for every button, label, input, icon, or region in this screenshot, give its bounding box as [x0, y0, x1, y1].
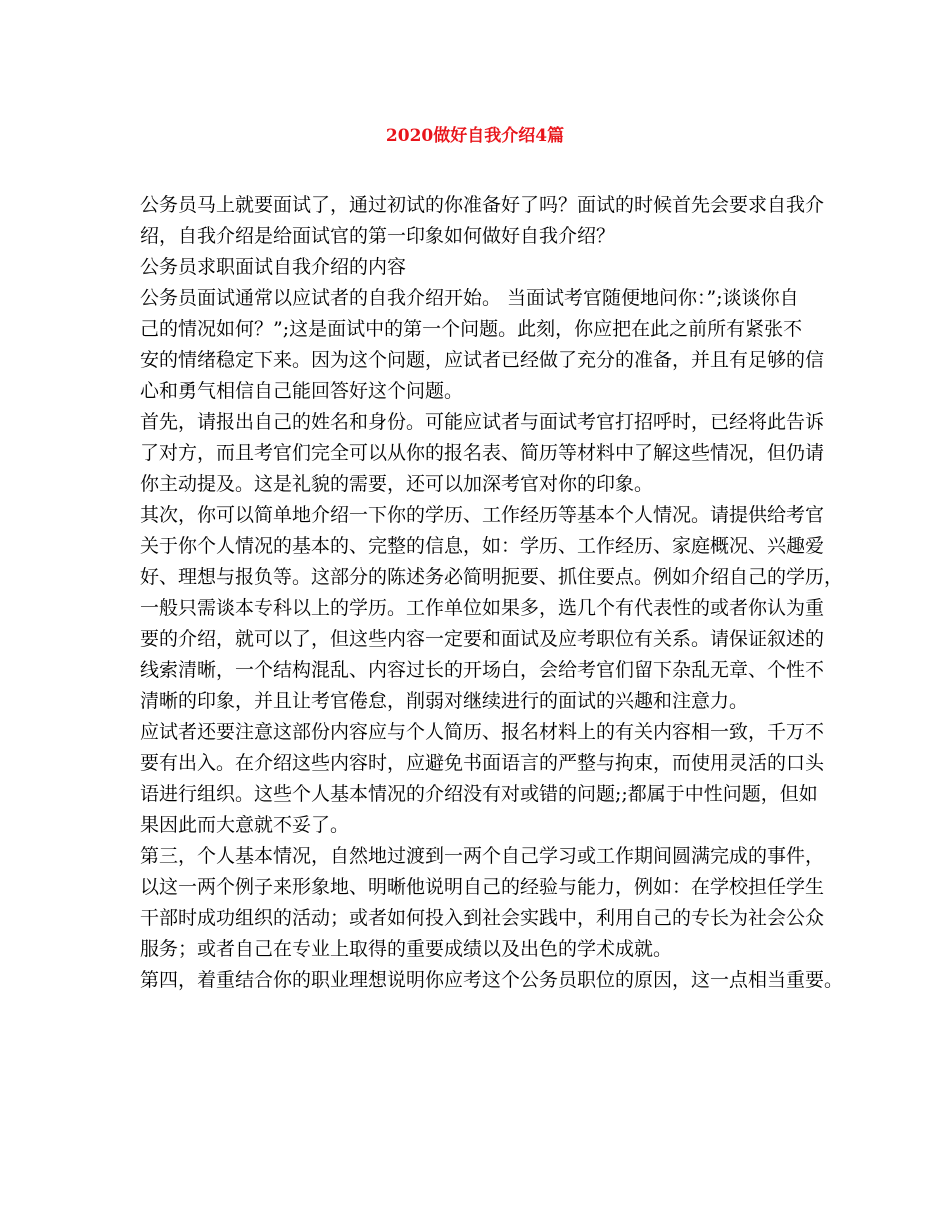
text-line: 首先，请报出自己的姓名和身份。可能应试者与面试考官打招呼时，已经将此告诉: [140, 411, 825, 433]
text-line: 关于你个人情况的基本的、完整的信息，如：学历、工作经历、家庭概况、兴趣爱: [140, 535, 825, 557]
text-line: 己的情况如何？”;这是面试中的第一个问题。此刻，你应把在此之前所有紧张不: [140, 318, 803, 340]
text-line: 其次，你可以简单地介绍一下你的学历、工作经历等基本个人情况。请提供给考官: [140, 504, 825, 526]
text-line: 绍，自我介绍是给面试官的第一印象如何做好自我介绍？: [140, 225, 616, 247]
text-line: 公务员面试通常以应试者的自我介绍开始。 当面试考官随便地问你：”;谈谈你自: [140, 287, 799, 309]
document-body: [140, 190, 844, 996]
text-line: 服务；或者自己在专业上取得的重要成绩以及出色的学术成就。: [140, 938, 673, 960]
text-line: 了对方，而且考官们完全可以从你的报名表、简历等材料中了解这些情况，但仍请: [140, 442, 825, 464]
text-line: 果因此而大意就不妥了。: [140, 814, 350, 836]
text-line: 好、理想与报负等。这部分的陈述务必简明扼要、抓住要点。例如介绍自己的学历，: [140, 566, 844, 588]
text-line: 应试者还要注意这部份内容应与个人简历、报名材料上的有关内容相一致，千万不: [140, 721, 825, 743]
text-line: 干部时成功组织的活动；或者如何投入到社会实践中，利用自己的专长为社会公众: [140, 907, 825, 929]
text-line: 以这一两个例子来形象地、明晰他说明自己的经验与能力，例如：在学校担任学生: [140, 876, 825, 898]
text-line: 要有出入。在介绍这些内容时，应避免书面语言的严整与拘束，而使用灵活的口头: [140, 752, 825, 774]
text-line: 要的介绍，就可以了，但这些内容一定要和面试及应考职位有关系。请保证叙述的: [140, 628, 825, 650]
text-line: 一般只需谈本专科以上的学历。工作单位如果多，选几个有代表性的或者你认为重: [140, 597, 825, 619]
text-line: 公务员马上就要面试了，通过初试的你准备好了吗？面试的时候首先会要求自我介: [140, 194, 825, 216]
text-line: 线索清晰，一个结构混乱、内容过长的开场白，会给考官们留下杂乱无章、个性不: [140, 659, 825, 681]
document-title: 2020做好自我介绍4篇: [385, 126, 565, 146]
text-line: 安的情绪稳定下来。因为这个问题，应试者已经做了充分的准备，并且有足够的信: [140, 349, 825, 371]
text-line: 清晰的印象，并且让考官倦怠，削弱对继续进行的面试的兴趣和注意力。: [140, 690, 749, 712]
text-line: 公务员求职面试自我介绍的内容: [140, 256, 407, 278]
text-line: 心和勇气相信自己能回答好这个问题。: [140, 380, 464, 402]
text-line: 第三，个人基本情况，自然地过渡到一两个自己学习或工作期间圆满完成的事件，: [140, 845, 825, 867]
text-line: 你主动提及。这是礼貌的需要，还可以加深考官对你的印象。: [140, 473, 654, 495]
text-line: 第四，着重结合你的职业理想说明你应考这个公务员职位的原因，这一点相当重要。: [140, 969, 844, 991]
text-line: 语进行组织。这些个人基本情况的介绍没有对或错的问题;;都属于中性问题，但如: [140, 783, 818, 805]
